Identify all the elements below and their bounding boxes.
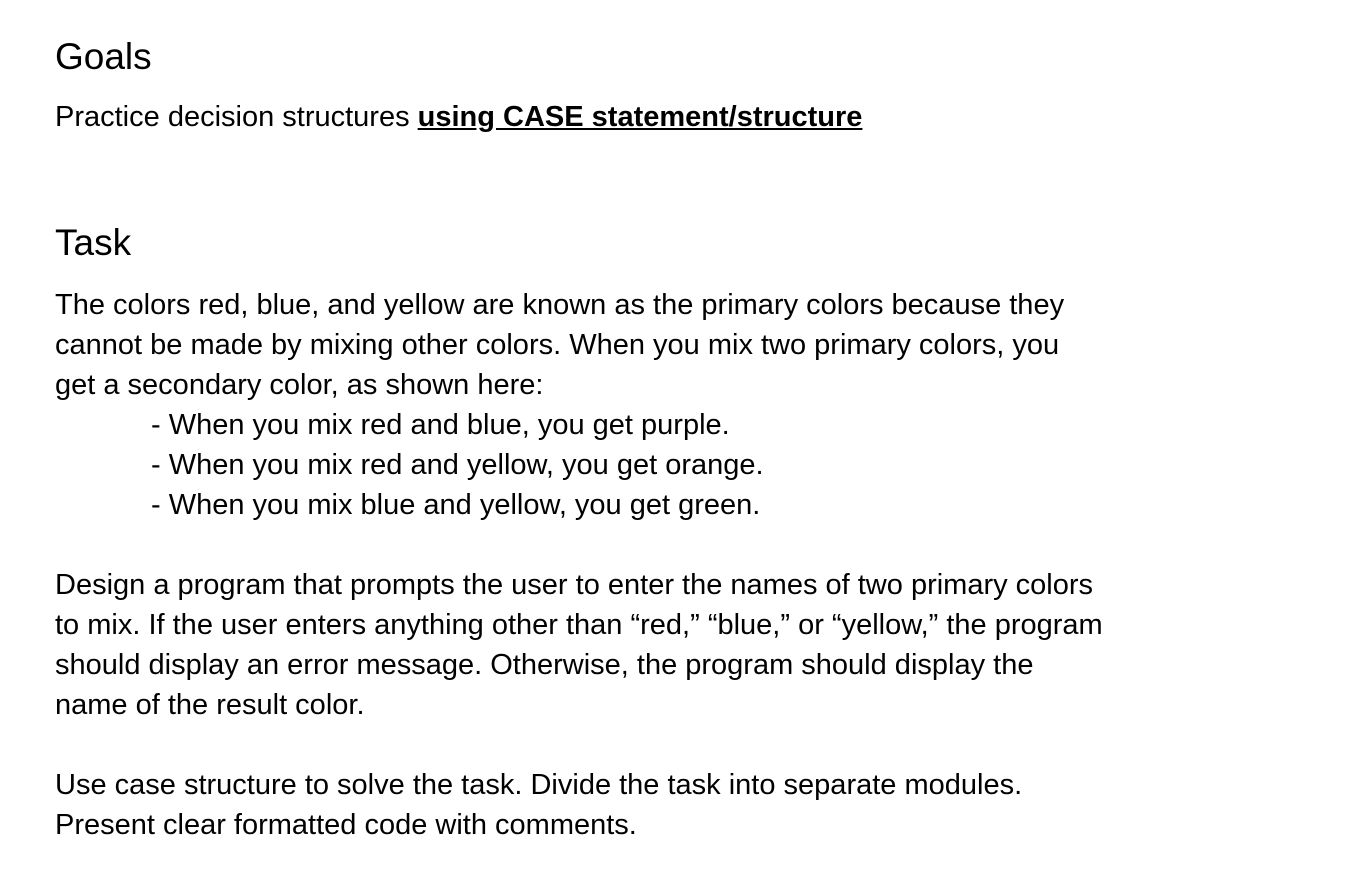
goals-heading: Goals (55, 36, 152, 77)
goals-paragraph (55, 97, 862, 137)
task-intro-line: cannot be made by mixing other colors. When you mix two primary colors, you (55, 329, 1060, 361)
task-design-paragraph (55, 565, 1103, 725)
color-mix-item: - When you mix red and yellow, you get orange. (151, 449, 764, 481)
design-line: Design a program that prompts the user to enter the names of two primary colors (55, 569, 1094, 601)
task-heading: Task (55, 222, 132, 263)
design-line: should display an error message. Otherwise, the program should display the (55, 649, 1034, 681)
design-line: name of the result color. (55, 689, 365, 721)
task-use-paragraph (55, 765, 1022, 845)
use-line: Present clear formatted code with comments. (55, 809, 637, 841)
task-intro-line: get a secondary color, as shown here: (55, 369, 544, 401)
goals-text-emphasis: using CASE statement/structure (417, 101, 863, 133)
task-intro-line: The colors red, blue, and yellow are known as the primary colors because they (55, 289, 1065, 321)
color-mix-list (151, 405, 1064, 525)
task-intro (55, 285, 1064, 525)
design-line: to mix. If the user enters anything other than “red,” “blue,” or “yellow,” the program (55, 609, 1103, 641)
color-mix-item: - When you mix blue and yellow, you get green. (151, 489, 761, 521)
color-mix-item: - When you mix red and blue, you get purple. (151, 409, 730, 441)
use-line: Use case structure to solve the task. Divide the task into separate modules. (55, 769, 1023, 801)
goals-text-plain: Practice decision structures (55, 101, 418, 133)
